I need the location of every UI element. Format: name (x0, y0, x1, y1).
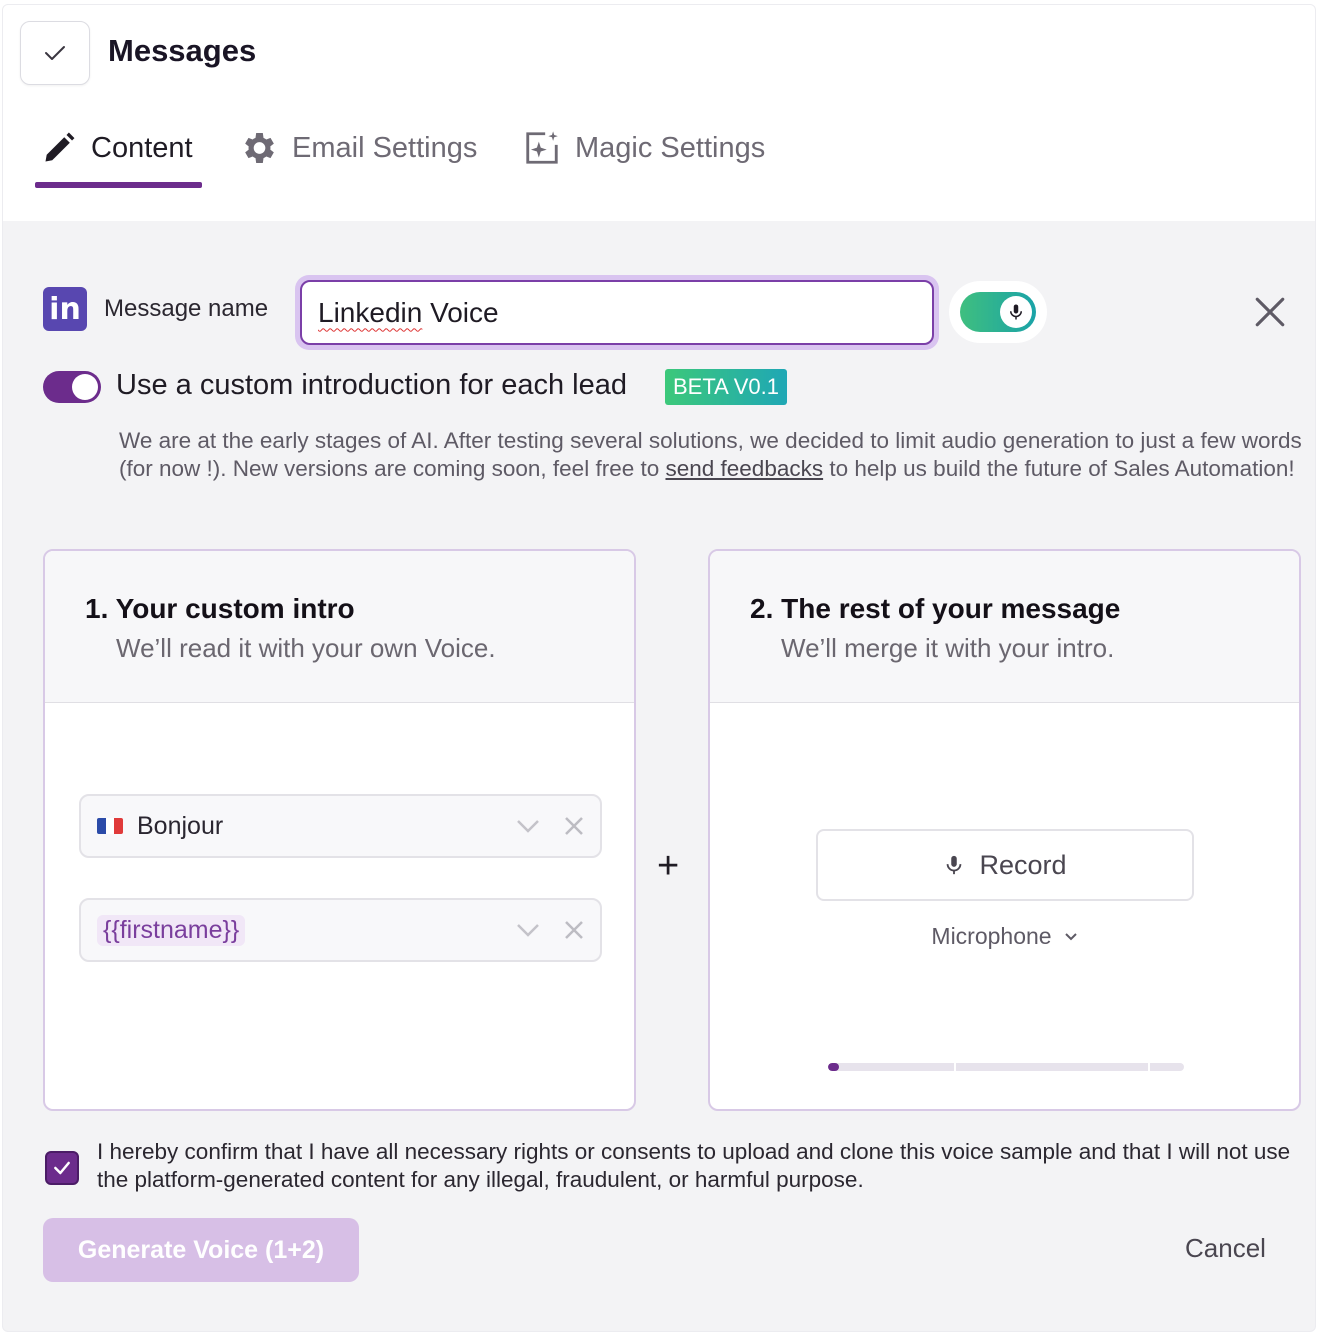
message-name-value-suffix: Voice (422, 296, 499, 328)
close-icon (1253, 295, 1287, 329)
generate-voice-button[interactable]: Generate Voice (1+2) (43, 1218, 359, 1282)
message-name-field[interactable] (295, 275, 939, 350)
message-card-header (710, 551, 1299, 703)
info-text-part-2: to help us build the future of Sales Automation! (823, 456, 1295, 481)
active-tab-indicator (35, 182, 202, 188)
header (3, 5, 1315, 221)
custom-intro-card-header (45, 551, 634, 703)
remove-icon[interactable] (562, 918, 586, 942)
message-name-value-prefix: Linkedin (318, 296, 423, 328)
linkedin-icon: in (43, 287, 87, 331)
check-icon (52, 1158, 72, 1178)
remove-icon[interactable] (562, 814, 586, 838)
tab-email-settings[interactable] (238, 123, 477, 173)
firstname-variable-chip: {{firstname}} (97, 915, 245, 946)
microphone-select[interactable] (710, 923, 1299, 950)
france-flag-icon (97, 818, 123, 834)
recording-progress-bar (828, 1063, 1184, 1071)
chevron-down-icon[interactable] (516, 818, 540, 834)
ai-info-text (119, 427, 1309, 483)
pencil-icon (41, 130, 77, 166)
confirm-button[interactable] (20, 21, 90, 85)
message-name-input[interactable] (300, 280, 934, 345)
message-card-subtitle: We’ll merge it with your intro. (781, 633, 1115, 663)
message-card (708, 549, 1301, 1111)
custom-intro-card (43, 549, 636, 1111)
sparkle-frame-icon (523, 129, 561, 167)
check-icon (43, 41, 67, 65)
send-feedbacks-link[interactable]: send feedbacks (665, 456, 824, 481)
progress-segment-divider (954, 1063, 956, 1071)
cancel-button[interactable]: Cancel (1185, 1233, 1266, 1263)
gear-icon (238, 128, 278, 168)
chevron-down-icon (1064, 932, 1078, 942)
record-button[interactable] (816, 829, 1194, 901)
messages-panel (2, 4, 1316, 1332)
recording-progress-fill (828, 1063, 839, 1071)
intro-text-field[interactable] (79, 794, 602, 858)
page-title: Messages (108, 33, 257, 68)
info-text-part-1: We are at the early stages of AI. After testing several solutions, we decided to limit audio generation to just a few words (for now !). New versions are coming soon, feel free to (119, 428, 1302, 481)
beta-badge: BETA V0.1 (665, 369, 787, 405)
tab-content-label: Content (91, 131, 193, 164)
custom-intro-label: Use a custom introduction for each lead (116, 369, 627, 401)
microphone-icon (943, 852, 965, 878)
intro-text-value: Bonjour (137, 811, 224, 840)
voice-mode-toggle[interactable] (949, 281, 1047, 343)
custom-intro-card-subtitle: We’ll read it with your own Voice. (116, 633, 496, 663)
consent-checkbox[interactable] (45, 1151, 79, 1185)
message-name-label: Message name (104, 295, 269, 322)
custom-intro-toggle[interactable] (43, 371, 101, 403)
tab-magic-settings[interactable] (523, 123, 765, 173)
consent-text: I hereby confirm that I have all necessary rights or consents to upload and clone this voice sample and that I will not use the platform-generated content for any illegal, fraudulent, or harmful purpose. (97, 1139, 1291, 1192)
record-button-label: Record (979, 849, 1067, 880)
custom-intro-card-title: 1. Your custom intro (85, 593, 355, 624)
tab-content[interactable] (41, 123, 193, 173)
tab-magic-settings-label: Magic Settings (575, 131, 766, 164)
microphone-select-label: Microphone (931, 923, 1052, 949)
intro-variable-field[interactable] (79, 898, 602, 962)
chevron-down-icon[interactable] (516, 922, 540, 938)
message-card-title: 2. The rest of your message (750, 593, 1121, 624)
progress-segment-divider (1148, 1063, 1150, 1071)
tab-email-settings-label: Email Settings (292, 131, 478, 164)
plus-sign: + (657, 845, 680, 887)
microphone-icon (1007, 303, 1025, 321)
close-button[interactable] (1253, 295, 1287, 329)
